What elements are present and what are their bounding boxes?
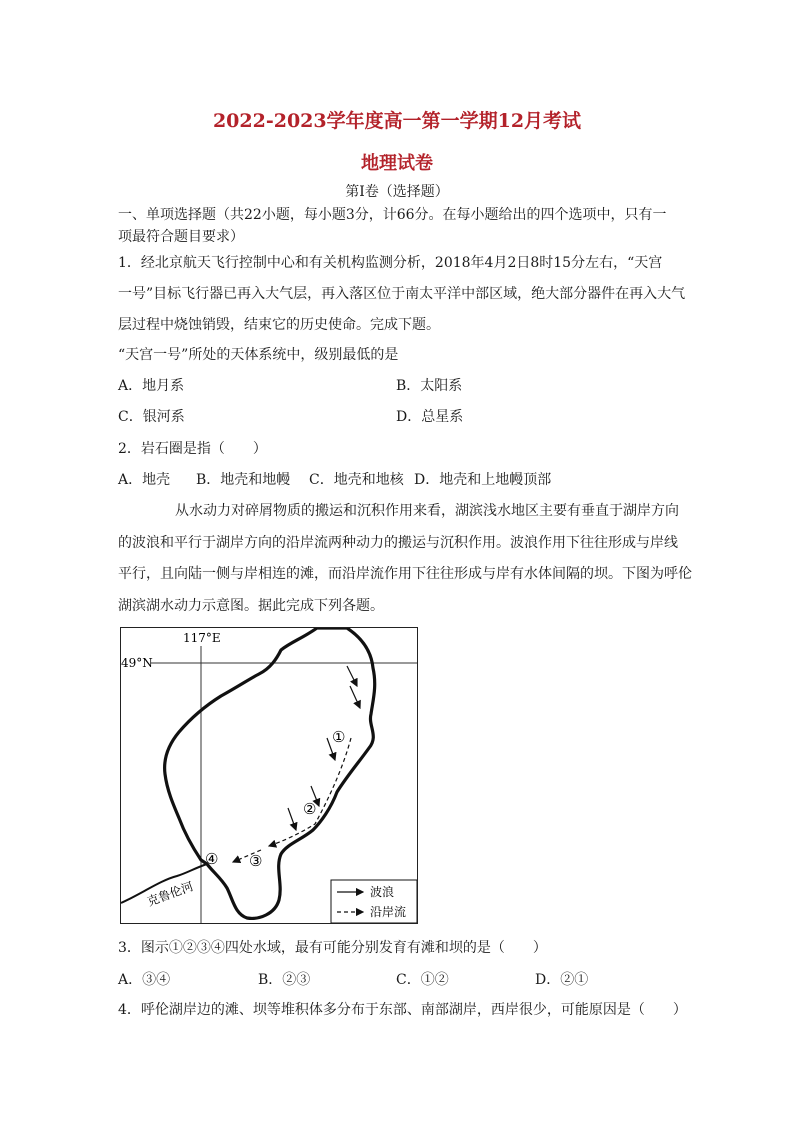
hulun-lake-map: [120, 627, 418, 924]
q3-option-b: B．②③: [258, 972, 311, 988]
q1-option-d: D．总星系: [396, 409, 464, 425]
longitude-label: 117°E: [183, 631, 221, 645]
lake-shoreline: [165, 628, 375, 918]
q3-option-a: A．③④: [118, 972, 171, 988]
q1-question: “天宫一号”所处的天体系统中，级别最低的是: [118, 347, 399, 363]
latitude-label: 49°N: [121, 656, 153, 670]
q4-stem: 4．呼伦湖岸边的滩、坝等堆积体多分布于东部、南部湖岸，西岸很少，可能原因是（ ）: [118, 1002, 687, 1018]
passage-line-1: 从水动力对碎屑物质的搬运和沉积作用来看，湖滨浅水地区主要有垂直于湖岸方向: [175, 503, 679, 519]
q3-option-c: C．①②: [396, 972, 449, 988]
q1-option-b: B．太阳系: [396, 378, 463, 394]
exam-subject: 地理试卷: [361, 153, 433, 174]
q1-option-a: A．地月系: [118, 378, 185, 394]
wave-arrow: [350, 686, 360, 708]
point-4: ④: [205, 850, 219, 868]
legend-current-label: 沿岸流: [370, 905, 407, 919]
legend-wave-label: 波浪: [370, 885, 395, 899]
section-heading: 第Ⅰ卷（选择题）: [345, 184, 449, 200]
q2-option-a: A．地壳: [118, 472, 171, 488]
exam-title: 2022-2023学年度高一第一学期12月考试: [212, 110, 582, 132]
river-label: 克鲁伦河: [145, 879, 196, 909]
point-1: ①: [332, 728, 346, 746]
passage-line-4: 湖滨湖水动力示意图。据此完成下列各题。: [118, 598, 384, 614]
q3-option-d: D．②①: [535, 972, 589, 988]
point-2: ②: [303, 800, 317, 818]
q2-option-d: D．地壳和上地幔顶部: [414, 472, 552, 488]
q1-stem-line-2: 一号”目标飞行器已再入大气层，再入落区位于南太平洋中部区域，绝大部分器件在再入大气: [118, 286, 686, 302]
passage-line-2: 的波浪和平行于湖岸方向的沿岸流两种动力的搬运与沉积作用。波浪作用下往往形成与岸线: [118, 535, 678, 551]
q1-stem-line-1: 1．经北京航天飞行控制中心和有关机构监测分析，2018年4月2日8时15分左右，“天宫: [118, 255, 663, 271]
q1-option-c: C．银河系: [118, 409, 185, 425]
q2-stem: 2．岩石圈是指（ ）: [118, 441, 267, 457]
q2-option-c: C．地壳和地核: [309, 472, 404, 488]
wave-arrow: [288, 808, 296, 830]
map-drawing: [121, 628, 417, 923]
point-3: ③: [249, 852, 263, 870]
q1-stem-line-3: 层过程中烧蚀销毁，结束它的历史使命。完成下题。: [118, 317, 440, 333]
instructions-line-2: 项最符合题目要求）: [118, 229, 244, 245]
passage-line-3: 平行，且向陆一侧与岸相连的滩，而沿岸流作用下往往形成与岸有水体间隔的坝。下图为呼伦: [118, 566, 692, 582]
instructions-line-1: 一、单项选择题（共22小题，每小题3分，计66分。在每小题给出的四个选项中，只有一: [118, 207, 667, 223]
q2-option-b: B．地壳和地幔: [196, 472, 291, 488]
wave-arrow: [347, 666, 357, 686]
q3-stem: 3．图示①②③④四处水域，最有可能分别发育有滩和坝的是（ ）: [118, 940, 547, 956]
